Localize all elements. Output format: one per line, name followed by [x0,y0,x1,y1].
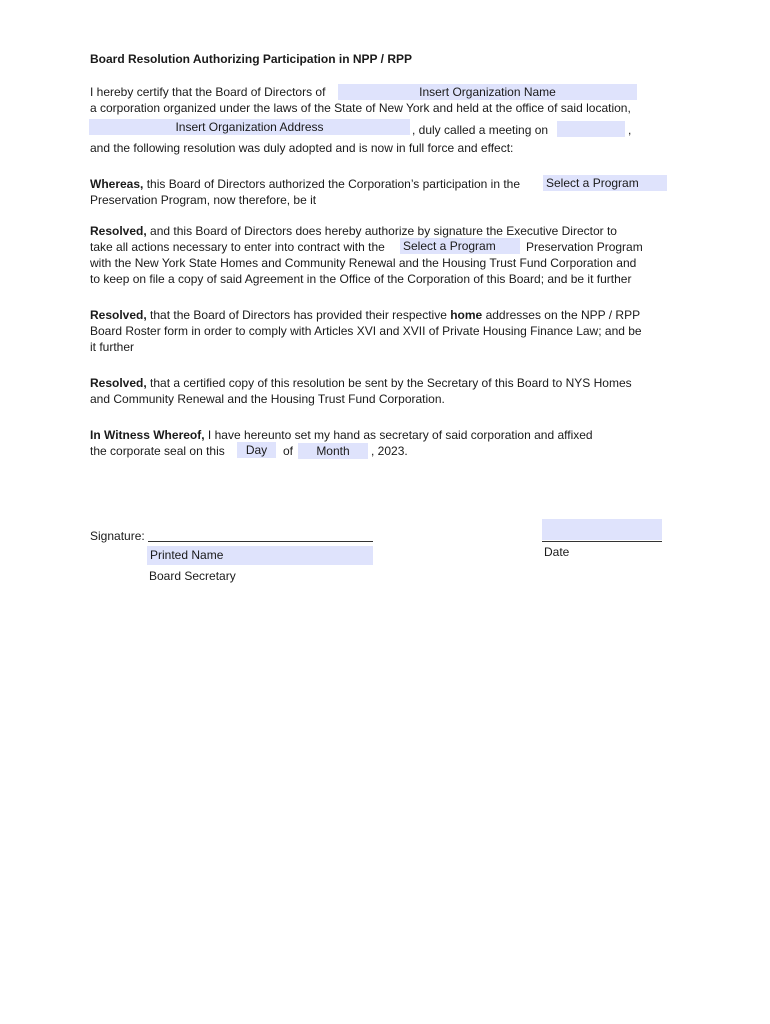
certify-line-1: I hereby certify that the Board of Directors of [90,85,326,99]
comma: , [628,123,632,137]
whereas-lead: Whereas, [90,177,144,191]
certify-line-3: , duly called a meeting on [412,123,549,137]
board-secretary-label: Board Secretary [149,569,236,583]
resolved1-line-3: with the New York State Homes and Community Renewal and the Housing Trust Fund Corporation and [90,256,637,270]
resolved3-line-2: and Community Renewal and the Housing Trust Fund Corporation. [90,392,445,406]
date-field[interactable] [542,519,662,540]
month-field[interactable]: Month [298,443,368,459]
date-line [542,541,662,542]
witness-line-2: the corporate seal on this [90,444,225,458]
resolved1-line-2b: Preservation Program [526,240,643,254]
resolved2-line-1 [90,308,640,322]
witness-lead: In Witness Whereof, [90,428,205,442]
whereas-line-1 [90,177,520,191]
program-select-1[interactable]: Select a Program [543,175,667,191]
resolved3-lead: Resolved, [90,376,147,390]
meeting-date-field[interactable] [557,121,625,137]
witness-text: I have hereunto set my hand as secretary of said corporation and affixed [207,428,593,442]
whereas-line-2: Preservation Program, now therefore, be it [90,193,317,207]
resolved1-text: and this Board of Directors does hereby authorize by signature the Executive Director to [150,224,617,238]
resolved1-lead: Resolved, [90,224,147,238]
document-title: Board Resolution Authorizing Participation in NPP / RPP [90,52,413,66]
resolved1-line-1 [90,224,617,238]
resolved1-line-4: to keep on file a copy of said Agreement in the Office of the Corporation of this Board; and be it further [90,272,632,286]
resolved2-text-c: addresses on the NPP / RPP [485,308,641,322]
whereas-text: this Board of Directors authorized the Corporation’s participation in the [146,177,521,191]
signature-label: Signature: [90,529,145,543]
resolved2-line-3: it further [90,340,135,354]
program-select-2[interactable]: Select a Program [400,238,520,254]
witness-line-1 [90,428,593,442]
resolved2-lead: Resolved, [90,308,147,322]
certify-line-2: a corporation organized under the laws of the State of New York and held at the office of said location, [90,101,631,115]
date-label: Date [544,545,570,559]
printed-name-field[interactable]: Printed Name [147,546,373,565]
day-field[interactable]: Day [237,442,276,458]
resolved1-line-2a: take all actions necessary to enter into contract with the [90,240,385,254]
witness-year: , 2023. [371,444,408,458]
resolved2-text-a: that the Board of Directors has provided their respective [150,308,447,322]
resolved3-line-1 [90,376,632,390]
resolved2-line-2: Board Roster form in order to comply with Articles XVI and XVII of Private Housing Finance Law; and be [90,324,642,338]
signature-line[interactable] [148,541,373,542]
organization-name-field[interactable]: Insert Organization Name [338,84,637,100]
resolved3-text: that a certified copy of this resolution be sent by the Secretary of this Board to NYS Homes [150,376,632,390]
organization-address-field[interactable]: Insert Organization Address [89,119,410,135]
certify-line-4: and the following resolution was duly adopted and is now in full force and effect: [90,141,514,155]
witness-of: of [283,444,294,458]
resolved2-home: home [450,308,483,322]
